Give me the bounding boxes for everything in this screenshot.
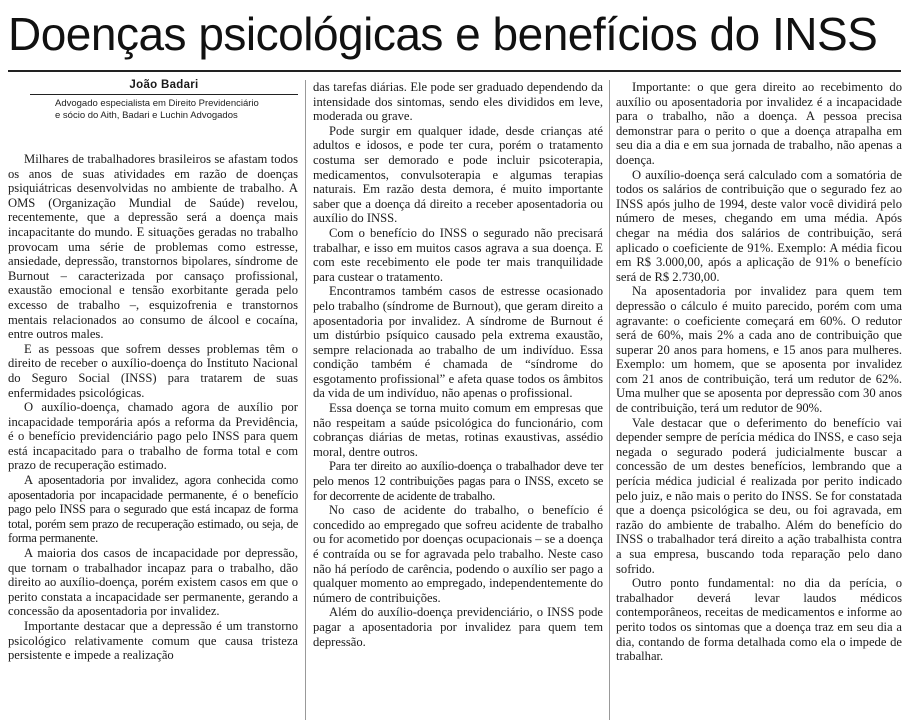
paragraph: Pode surgir em qualquer idade, desde crianças até adultos e idosos, e pode ter cura, porém o tratamento costuma ser demorado e pode incluir psicoterapia, medicamentos, convulsoterapia e algumas terapias naturais. Em razão desta demora, é muito importante saber que a doença dá direito a receber aposentadoria ou auxílio do INSS. xyxy=(313,123,603,226)
paragraph: Na aposentadoria por invalidez para quem tem depressão o cálculo é muito parecido, porém com uma agravante: o coeficiente começará em 60%. O redutor será de 60%, mais 2% a cada ano de contribuição que superar 20 anos para homens, e 15 anos para mulheres. Exemplo: um homem, que se aposenta por invalidez com 21 anos de contribuição, terá um redutor de 62%. Uma mulher que se aposenta por depressão com 30 anos de contribuição, terá um redutor de 90%. xyxy=(616,284,902,416)
column-divider xyxy=(609,80,610,720)
text-column-1 xyxy=(8,152,298,727)
paragraph: Para ter direito ao auxílio-doença o trabalhador deve ter pelo menos 12 contribuições pagas para o INSS, exceto se for decorrente de acidente de trabalho. xyxy=(313,459,603,503)
byline xyxy=(30,78,298,122)
paragraph: O auxílio-doença, chamado agora de auxílio por incapacidade temporária após a reforma da Previdência, é o benefício previdenciário pago pelo INSS para quem está incapacitado para o trabalho de forma total e com prazo de recuperação estimado. xyxy=(8,400,298,473)
paragraph: Importante: o que gera direito ao recebimento do auxílio ou aposentadoria por invalidez é a incapacidade para o trabalho, não a doença. A pessoa precisa demonstrar para o perito o que a doença atrapalha em seu dia a dia e em sua jornada de trabalho, não apenas a doença. xyxy=(616,80,902,167)
column-divider xyxy=(305,80,306,720)
paragraph: Essa doença se torna muito comum em empresas que não respeitam a saúde psicológica do funcionário, com cobranças diárias de metas, rotinas exaustivas, assédio moral, dentre outros. xyxy=(313,401,603,459)
paragraph: No caso de acidente do trabalho, o benefício é concedido ao empregado que sofreu acidente de trabalho ou for acometido por doenças ocupacionais – se a doença é contraída ou se for agravada pelo trabalho. Neste caso não há período de carência, podendo o auxílio ser pago a qualquer momento ao empregado, independentemente do número de contribuições. xyxy=(313,503,603,605)
paragraph: Encontramos também casos de estresse ocasionado pelo trabalho (síndrome de Burnout), que geram direito a aposentadoria por invalidez. A síndrome de Burnout é um distúrbio psíquico causado pela extrema exaustão, sempre relacionada ao trabalho de um indivíduo. Essa condição também é chamada de “síndrome do esgotamento profissional” e afeta quase todos os âmbitos da vida de um indivíduo, não apenas o profissional. xyxy=(313,284,603,401)
headline: Doenças psicológicas e benefícios do INSS xyxy=(8,8,878,60)
paragraph: A aposentadoria por invalidez, agora conhecida como aposentadoria por incapacidade permanente, é o benefício pago pelo INSS para o segurado que está incapaz de forma total, porém sem prazo de recuperação estimado, ou seja, de forma permanente. xyxy=(8,473,298,546)
paragraph: E as pessoas que sofrem desses problemas têm o direito de receber o auxílio-doença do Instituto Nacional do Seguro Social (INSS) para tratarem de suas enfermidades psicológicas. xyxy=(8,341,298,400)
headline-divider xyxy=(8,70,901,72)
text-column-3 xyxy=(616,80,902,727)
author-credentials-line-2: e sócio do Aith, Badari e Luchin Advogados xyxy=(55,110,238,121)
paragraph: A maioria dos casos de incapacidade por depressão, que tornam o trabalhador incapaz para o trabalho, dão direito ao auxílio-doença, porém existem casos em que o perito constata a incapacidade ser permanente, gerando a concessão da aposentadoria por invalidez. xyxy=(8,546,298,619)
paragraph: Vale destacar que o deferimento do benefício vai depender sempre de perícia médica do INSS, e caso seja negada o segurado poderá judicialmente buscar a concessão de um destes benefícios, lembrando que a perícia médica judicial é realizada por perito indicado pelo juiz, e não mais o perito do INSS. Se for constatada que a doença psicológica se deu, ou foi agravada, em razão do ambiente de trabalho. Além do benefício do INSS o trabalhador terá direito a ação trabalhista contra a sua empresa, buscando toda reparação pelo dano sofrido. xyxy=(616,415,902,576)
author-credentials-line-1: Advogado especialista em Direito Previdenciário xyxy=(55,98,259,109)
paragraph: Outro ponto fundamental: no dia da perícia, o trabalhador deverá levar laudos médicos contemporâneos, receitas de medicamentos e informe ao perito todos os sintomas que a doença traz em seu dia a dia, contando de forma detalhada como ela o impede de trabalhar. xyxy=(616,576,902,664)
text-column-2 xyxy=(313,80,603,727)
paragraph: Milhares de trabalhadores brasileiros se afastam todos os anos de suas atividades em razão de doenças psiquiátricas desenvolvidas no ambiente de trabalho. A OMS (Organização Mundial de Saúde) revelou, recentemente, que a depressão será a doença mais incapacitante do mundo. E situações geradas no trabalho provocam uma série de problemas como estresse, ansiedade, depressão, transtornos bipolares, síndrome de Burnout – caracterizada por cansaço profissional, exaustão emocional e tensão exorbitante gerada pelo excesso de trabalho –, esquizofrenia e transtornos mentais relacionados ao consumo de álcool e cocaína, entre outros males. xyxy=(8,152,298,342)
paragraph: O auxílio-doença será calculado com a somatória de todos os salários de contribuição que o segurado fez ao INSS após julho de 1994, deste valor você dividirá pelo número de meses, chegando em uma média. Após chegar na média dos salários de contribuição, será aplicado o coeficiente de 91%. Exemplo: A média ficou em R$ 3.000,00, após a aplicação de 91% o benefício será de R$ 2.730,00. xyxy=(616,167,902,284)
paragraph: Com o benefício do INSS o segurado não precisará trabalhar, e isso em muitos casos agrava a sua doença. E com este recebimento ele pode ter mais tranquilidade para custear o tratamento. xyxy=(313,225,603,284)
paragraph: das tarefas diárias. Ele pode ser graduado dependendo da intensidade dos sintomas, sendo eles divididos em leve, moderada ou grave. xyxy=(313,80,603,124)
author-divider xyxy=(30,94,298,95)
paragraph: Além do auxílio-doença previdenciário, o INSS pode pagar a aposentadoria por invalidez para quem tem depressão. xyxy=(313,605,603,649)
paragraph: Importante destacar que a depressão é um transtorno psicológico relativamente comum que causa tristeza persistente e impede a realização xyxy=(8,619,298,663)
author-name: João Badari xyxy=(129,79,199,91)
